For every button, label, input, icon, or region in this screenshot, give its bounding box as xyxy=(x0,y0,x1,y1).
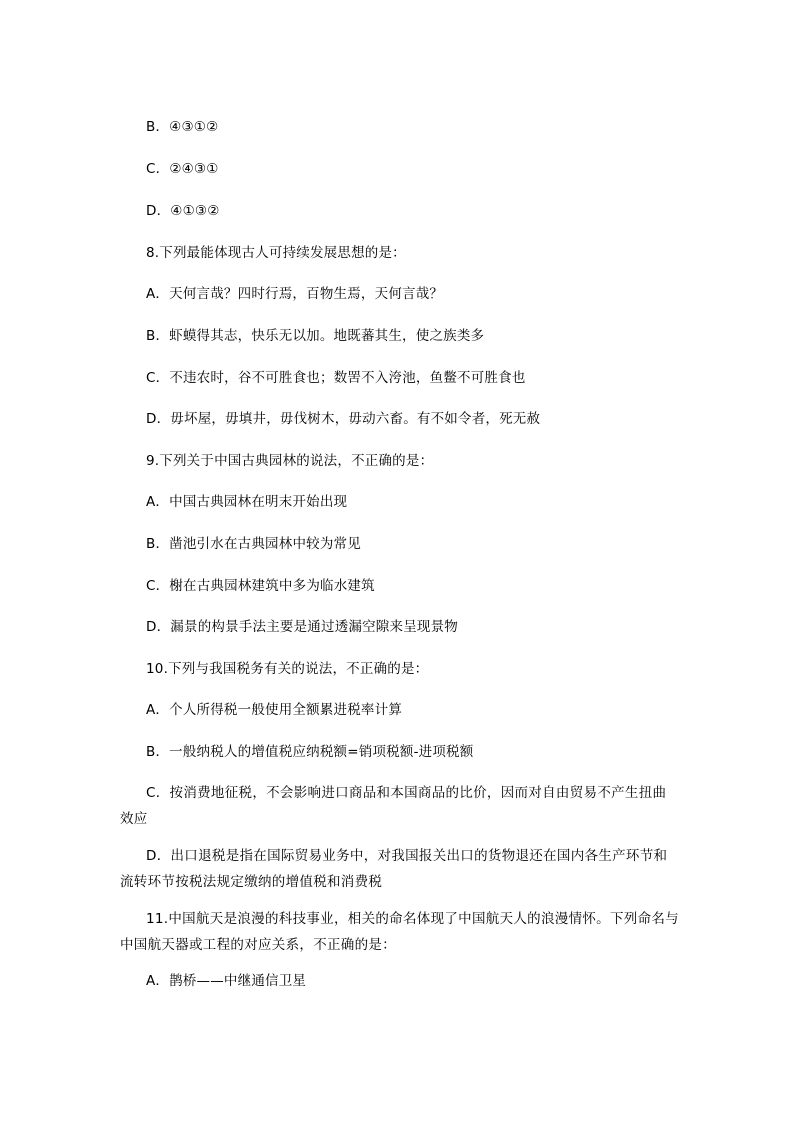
q7-option-c: C．②④③① xyxy=(146,161,219,177)
q9-question: 9.下列关于中国古典园林的说法，不正确的是： xyxy=(146,453,434,469)
q9-option-b: B．凿池引水在古典园林中较为常见 xyxy=(146,536,361,552)
q9-option-c: C．榭在古典园林建筑中多为临水建筑 xyxy=(146,578,375,594)
q7-option-d: D．④①③② xyxy=(146,203,220,219)
q9-option-d: D．漏景的构景手法主要是通过透漏空隙来呈现景物 xyxy=(146,619,458,635)
q8-option-d: D．毋坏屋，毋填井，毋伐树木，毋动六畜。有不如令者，死无赦 xyxy=(146,411,541,427)
q8-option-c: C．不违农时，谷不可胜食也；数罟不入洿池，鱼鳖不可胜食也 xyxy=(146,370,526,386)
q9-option-a: A．中国古典园林在明末开始出现 xyxy=(146,494,348,510)
q10-option-d: D．出口退税是指在国际贸易业务中，对我国报关出口的货物退还在国内各生产环节和流转环节按税法规定缴纳的增值税和消费税 xyxy=(120,848,668,890)
q10-option-a: A．个人所得税一般使用全额累进税率计算 xyxy=(146,702,403,718)
q11-question: 11.中国航天是浪漫的科技事业，相关的命名体现了中国航天人的浪漫情怀。下列命名与中国航天器或工程的对应关系，不正确的是： xyxy=(120,911,679,953)
q11-option-a: A．鹊桥——中继通信卫星 xyxy=(146,973,307,989)
q8-option-a: A．天何言哉？四时行焉，百物生焉，天何言哉？ xyxy=(146,286,444,302)
q8-question: 8.下列最能体现古人可持续发展思想的是： xyxy=(146,245,406,261)
q10-option-c: C．按消费地征税，不会影响进口商品和本国商品的比价，因而对自由贸易不产生扭曲效应 xyxy=(120,785,667,827)
q8-option-b: B．虾蟆得其志，快乐无以加。地既蕃其生，使之族类多 xyxy=(146,328,485,344)
q10-option-b: B．一般纳税人的增值税应纳税额=销项税额-进项税额 xyxy=(146,744,474,760)
q10-question: 10.下列与我国税务有关的说法，不正确的是： xyxy=(146,661,429,677)
q7-option-b: B．④③①② xyxy=(146,119,219,135)
